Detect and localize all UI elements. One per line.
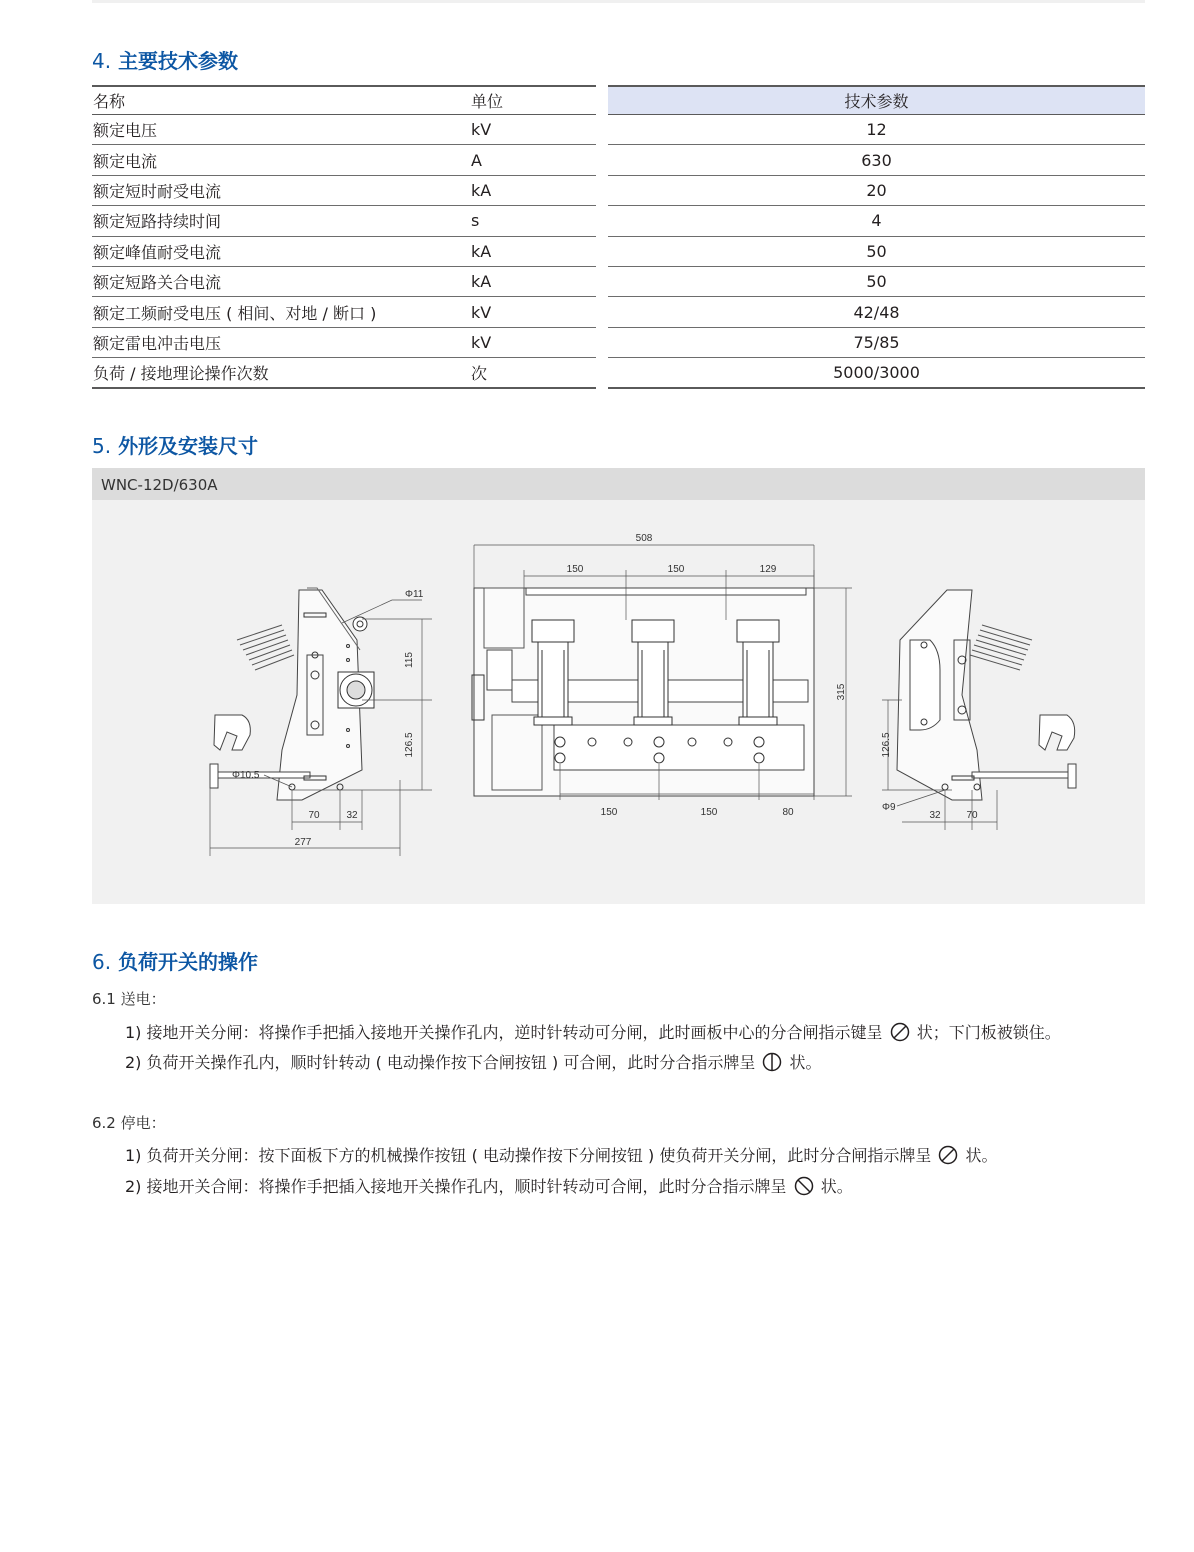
cell-value: 12 bbox=[866, 120, 887, 140]
list-item bbox=[125, 1174, 853, 1197]
table-row bbox=[92, 237, 596, 267]
item-text-end: 状。 bbox=[820, 1177, 853, 1196]
header-unit: 单位 bbox=[471, 92, 504, 111]
dim-150-bottom-b: 150 bbox=[700, 807, 718, 818]
list-item bbox=[125, 1020, 1061, 1043]
dim-126-5-left: 126.5 bbox=[404, 732, 415, 758]
section-title: 外形及安装尺寸 bbox=[118, 434, 259, 458]
section-number: 6. bbox=[92, 950, 112, 974]
cell-name: 负荷 / 接地理论操作次数 bbox=[93, 363, 269, 383]
table-row bbox=[608, 297, 1145, 327]
cell-value: 20 bbox=[866, 180, 887, 200]
cell-name: 额定峰值耐受电流 bbox=[93, 242, 222, 262]
section-number: 5. bbox=[92, 434, 112, 458]
table-row bbox=[608, 115, 1145, 145]
section-title: 主要技术参数 bbox=[118, 49, 239, 73]
dim-phi10-5: Φ10.5 bbox=[232, 770, 260, 781]
cell-name: 额定短路持续时间 bbox=[93, 212, 222, 232]
table-row bbox=[92, 176, 596, 206]
cell-unit: s bbox=[471, 211, 480, 231]
dim-508: 508 bbox=[635, 533, 653, 544]
section-number: 4. bbox=[92, 49, 112, 73]
dim-phi9: Φ9 bbox=[882, 802, 896, 813]
subsection-6-1: 6.1 送电： bbox=[92, 990, 166, 1008]
section-5-heading bbox=[92, 430, 258, 459]
dim-277: 277 bbox=[294, 837, 312, 848]
table-row bbox=[92, 206, 596, 236]
cell-value: 42/48 bbox=[853, 302, 900, 322]
table-row bbox=[608, 145, 1145, 175]
cell-unit: kA bbox=[471, 272, 492, 292]
section-6-heading bbox=[92, 946, 258, 975]
cell-value: 5000/3000 bbox=[833, 362, 920, 382]
item-text: 1) 负荷开关分闸：按下面板下方的机械操作按钮 ( 电动操作按下分闸按钮 ) 使负荷开关分闸，此时分合闸指示牌呈 bbox=[125, 1146, 932, 1165]
spec-table-left bbox=[92, 85, 596, 389]
table-header bbox=[608, 85, 1145, 115]
dim-126-5-right: 126.5 bbox=[881, 732, 892, 758]
backslash-circle-icon bbox=[794, 1176, 814, 1196]
dim-70-right: 70 bbox=[966, 810, 978, 821]
cell-value: 75/85 bbox=[853, 332, 900, 352]
table-row bbox=[608, 206, 1145, 236]
vertical-bar-circle-icon bbox=[762, 1052, 782, 1072]
slash-circle-icon bbox=[890, 1022, 910, 1042]
item-text: 1) 接地开关分闸：将操作手把插入接地开关操作孔内，逆时针转动可分闸，此时画板中心的分合闸指示键呈 bbox=[125, 1023, 883, 1042]
cell-unit: kV bbox=[471, 120, 492, 140]
dim-150-top-a: 150 bbox=[566, 564, 584, 575]
right-side-view bbox=[881, 590, 1076, 830]
table-row bbox=[608, 176, 1145, 206]
top-divider bbox=[92, 0, 1145, 3]
section-4-heading bbox=[92, 45, 238, 74]
dim-32-right: 32 bbox=[929, 810, 941, 821]
cell-value: 4 bbox=[871, 211, 882, 231]
item-text-end: 状。 bbox=[965, 1146, 998, 1165]
cell-unit: kV bbox=[471, 302, 492, 322]
dim-315: 315 bbox=[836, 683, 847, 701]
drawing-svg bbox=[92, 500, 1145, 904]
table-row bbox=[92, 358, 596, 388]
table-row bbox=[92, 267, 596, 297]
cell-name: 额定电压 bbox=[93, 121, 158, 141]
cell-unit: kA bbox=[471, 180, 492, 200]
subsection-6-2: 6.2 停电： bbox=[92, 1114, 166, 1132]
dim-115: 115 bbox=[404, 652, 415, 668]
dim-80: 80 bbox=[782, 807, 794, 818]
cell-unit: A bbox=[471, 150, 482, 170]
left-side-view bbox=[210, 588, 432, 856]
cell-value: 630 bbox=[861, 150, 892, 170]
cell-name: 额定短时耐受电流 bbox=[93, 181, 222, 201]
slash-circle-icon bbox=[938, 1145, 958, 1165]
dim-70-left: 70 bbox=[308, 810, 320, 821]
table-row bbox=[608, 267, 1145, 297]
cell-name: 额定工频耐受电压 ( 相间、对地 / 断口 ) bbox=[93, 303, 377, 323]
section-title: 负荷开关的操作 bbox=[118, 950, 259, 974]
dim-150-top-b: 150 bbox=[667, 564, 685, 575]
list-item bbox=[125, 1143, 998, 1166]
table-row bbox=[608, 328, 1145, 358]
cell-unit: kA bbox=[471, 241, 492, 261]
spec-table-right bbox=[608, 85, 1145, 389]
table-row bbox=[92, 145, 596, 175]
table-row bbox=[92, 297, 596, 327]
dimension-drawing bbox=[92, 468, 1145, 904]
header-value: 技术参数 bbox=[844, 92, 909, 111]
item-text-end: 状。 bbox=[789, 1053, 822, 1072]
front-view bbox=[472, 533, 852, 818]
dim-129: 129 bbox=[759, 564, 777, 575]
header-name: 名称 bbox=[93, 92, 126, 111]
table-row bbox=[608, 358, 1145, 388]
drawing-caption: WNC-12D/630A bbox=[92, 468, 1145, 500]
list-item bbox=[125, 1050, 822, 1073]
item-text: 2) 接地开关合闸：将操作手把插入接地开关操作孔内，顺时针转动可合闸，此时分合指示牌呈 bbox=[125, 1177, 787, 1196]
table-row bbox=[92, 115, 596, 145]
cell-unit: kV bbox=[471, 332, 492, 352]
table-row bbox=[608, 237, 1145, 267]
dim-150-bottom-a: 150 bbox=[600, 807, 618, 818]
cell-unit: 次 bbox=[471, 363, 488, 383]
table-header bbox=[92, 85, 596, 115]
cell-name: 额定雷电冲击电压 bbox=[93, 333, 222, 353]
cell-name: 额定短路关合电流 bbox=[93, 273, 222, 293]
dim-32-left: 32 bbox=[346, 810, 358, 821]
table-row bbox=[92, 328, 596, 358]
item-text-end: 状；下门板被锁住。 bbox=[916, 1023, 1061, 1042]
cell-name: 额定电流 bbox=[93, 151, 158, 171]
dim-phi11: Φ11 bbox=[405, 589, 424, 600]
item-text: 2) 负荷开关操作孔内，顺时针转动 ( 电动操作按下合闸按钮 ) 可合闸，此时分合指示牌呈 bbox=[125, 1053, 756, 1072]
cell-value: 50 bbox=[866, 272, 887, 292]
cell-value: 50 bbox=[866, 241, 887, 261]
